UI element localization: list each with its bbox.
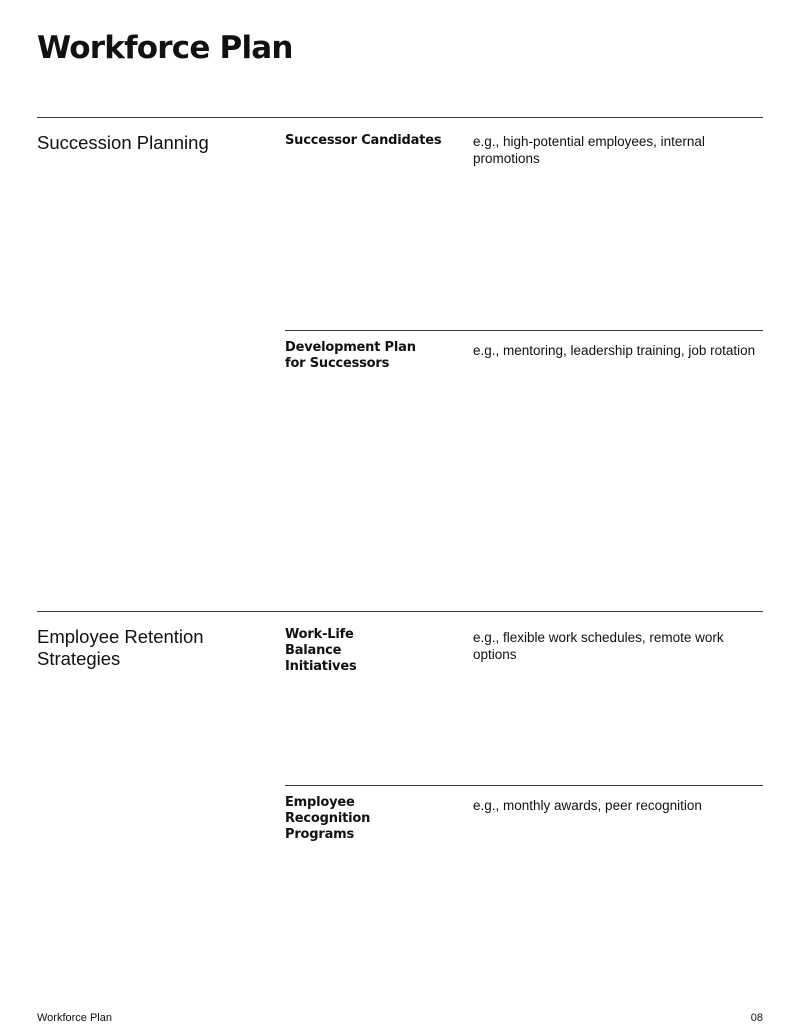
section-title-employee-retention	[37, 626, 237, 670]
field-divider	[285, 785, 763, 786]
field-label-development-plan	[285, 340, 416, 372]
field-hint-employee-recognition[interactable]	[473, 798, 765, 815]
field-hint-line: e.g., mentoring, leadership training, job rotation	[473, 343, 756, 358]
field-label-work-life-balance	[285, 627, 357, 675]
section-title-line: Succession Planning	[37, 132, 209, 153]
field-hint-work-life-balance[interactable]	[473, 630, 765, 663]
footer-page-number: 08	[750, 1012, 763, 1024]
footer-document-name: Workforce Plan	[37, 1012, 112, 1024]
section-title-line: Employee Retention	[37, 626, 204, 647]
field-hint-line: e.g., high-potential employees, internal	[473, 134, 705, 149]
field-label-successor-candidates	[285, 133, 441, 149]
field-hint-development-plan[interactable]	[473, 343, 765, 360]
field-hint-successor-candidates[interactable]	[473, 134, 765, 167]
section-title-succession-planning	[37, 132, 237, 154]
field-label-employee-recognition	[285, 795, 370, 843]
field-label-line: for Successors	[285, 356, 390, 371]
field-label-line: Development Plan	[285, 340, 416, 355]
field-label-line: Successor Candidates	[285, 133, 442, 148]
field-label-line: Recognition	[285, 811, 371, 826]
section-title-line: Strategies	[37, 648, 121, 669]
field-hint-line: e.g., monthly awards, peer recognition	[473, 798, 702, 813]
field-divider	[285, 330, 763, 331]
page-title: Workforce Plan	[37, 30, 293, 66]
field-hint-line: e.g., flexible work schedules, remote work options	[473, 630, 724, 662]
field-label-line: Programs	[285, 827, 355, 842]
field-hint-line: promotions	[473, 150, 540, 166]
field-label-line: Balance	[285, 643, 342, 658]
field-label-line: Employee	[285, 795, 355, 810]
field-label-line: Initiatives	[285, 659, 357, 674]
section-divider	[37, 117, 763, 118]
section-divider	[37, 611, 763, 612]
field-label-line: Work-Life	[285, 627, 354, 642]
